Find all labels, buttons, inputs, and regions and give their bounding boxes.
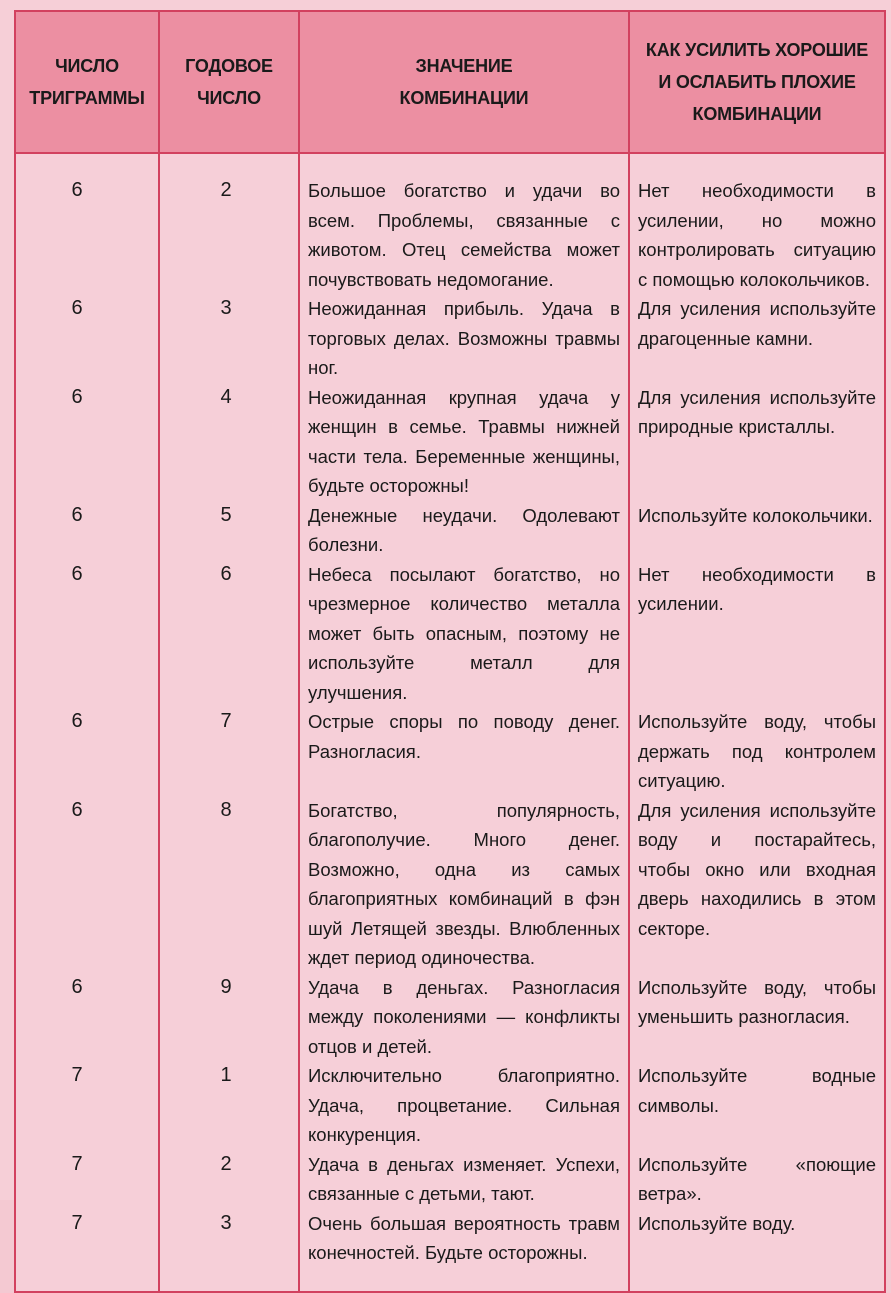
- year-number-cell: 8: [159, 796, 299, 973]
- advice-cell: Используйте водные символы.: [629, 1061, 885, 1150]
- year-number-cell: 4: [159, 383, 299, 501]
- trigram-number-cell: 7: [15, 1209, 159, 1292]
- advice-cell: Для усиления используйте природные кристаллы.: [629, 383, 885, 501]
- trigram-number-cell: 6: [15, 560, 159, 708]
- table-row: [15, 1061, 885, 1150]
- table-row: [15, 973, 885, 1062]
- table-row: [15, 560, 885, 708]
- trigram-number-cell: 6: [15, 294, 159, 383]
- header-year-number: ГОДОВОЕ ЧИСЛО: [159, 11, 299, 153]
- year-number-cell: 3: [159, 294, 299, 383]
- table-row: [15, 796, 885, 973]
- advice-cell: Для усиления используйте драгоценные камни.: [629, 294, 885, 383]
- combinations-table: [14, 10, 886, 1293]
- trigram-number-cell: 6: [15, 153, 159, 294]
- year-number-cell: 2: [159, 153, 299, 294]
- header-combination-meaning: ЗНАЧЕНИЕ КОМБИНАЦИИ: [299, 11, 629, 153]
- year-number-cell: 7: [159, 707, 299, 796]
- trigram-number-cell: 7: [15, 1150, 159, 1209]
- year-number-cell: 1: [159, 1061, 299, 1150]
- trigram-number-cell: 6: [15, 383, 159, 501]
- trigram-number-cell: 6: [15, 501, 159, 560]
- trigram-number-cell: 6: [15, 796, 159, 973]
- advice-cell: Используйте воду, чтобы держать под контролем ситуацию.: [629, 707, 885, 796]
- meaning-cell: Очень большая вероятность травм конечностей. Будьте осторожны.: [299, 1209, 629, 1292]
- meaning-cell: Острые споры по поводу денег. Разногласия.: [299, 707, 629, 796]
- advice-cell: Используйте воду.: [629, 1209, 885, 1292]
- year-number-cell: 6: [159, 560, 299, 708]
- table-row: [15, 294, 885, 383]
- meaning-cell: Богатство, популярность, благополучие. Много денег. Возможно, одна из самых благоприятных комбинаций в фэн шуй Летящей звезды. Влюбленных ждет период одиночества.: [299, 796, 629, 973]
- trigram-number-cell: 6: [15, 707, 159, 796]
- year-number-cell: 2: [159, 1150, 299, 1209]
- meaning-cell: Неожиданная крупная удача у женщин в семье. Травмы нижней части тела. Беременные женщины, будьте осторожны!: [299, 383, 629, 501]
- table-header-row: [15, 11, 885, 153]
- trigram-number-cell: 7: [15, 1061, 159, 1150]
- advice-cell: Используйте воду, чтобы уменьшить разногласия.: [629, 973, 885, 1062]
- year-number-cell: 9: [159, 973, 299, 1062]
- meaning-cell: Денежные неудачи. Одолевают болезни.: [299, 501, 629, 560]
- meaning-cell: Удача в деньгах. Разногласия между поколениями — конфликты отцов и детей.: [299, 973, 629, 1062]
- year-number-cell: 5: [159, 501, 299, 560]
- meaning-cell: Удача в деньгах изменяет. Успехи, связанные с детьми, тают.: [299, 1150, 629, 1209]
- advice-cell: Нет необходимости в усилении.: [629, 560, 885, 708]
- advice-cell: Используйте «поющие ветра».: [629, 1150, 885, 1209]
- advice-cell: Нет необходимости в усилении, но можно контролировать ситуацию с помощью колокольчиков.: [629, 153, 885, 294]
- table-row: [15, 707, 885, 796]
- table-row: [15, 153, 885, 294]
- table-row: [15, 501, 885, 560]
- meaning-cell: Большое богатство и удачи во всем. Проблемы, связанные с животом. Отец семейства может почувствовать недомогание.: [299, 153, 629, 294]
- advice-cell: Для усиления используйте воду и постарайтесь, чтобы окно или входная дверь находились в этом секторе.: [629, 796, 885, 973]
- meaning-cell: Исключительно благоприятно. Удача, процветание. Сильная конкуренция.: [299, 1061, 629, 1150]
- header-trigram-number: ЧИСЛО ТРИГРАММЫ: [15, 11, 159, 153]
- meaning-cell: Неожиданная прибыль. Удача в торговых делах. Возможны травмы ног.: [299, 294, 629, 383]
- advice-cell: Используйте колокольчики.: [629, 501, 885, 560]
- trigram-number-cell: 6: [15, 973, 159, 1062]
- year-number-cell: 3: [159, 1209, 299, 1292]
- table-row: [15, 1209, 885, 1292]
- header-how-to-strengthen: КАК УСИЛИТЬ ХОРОШИЕ И ОСЛАБИТЬ ПЛОХИЕ КОМБИНАЦИИ: [629, 11, 885, 153]
- table-row: [15, 383, 885, 501]
- meaning-cell: Небеса посылают богатство, но чрезмерное количество металла может быть опасным, поэтому не используйте металл для улучшения.: [299, 560, 629, 708]
